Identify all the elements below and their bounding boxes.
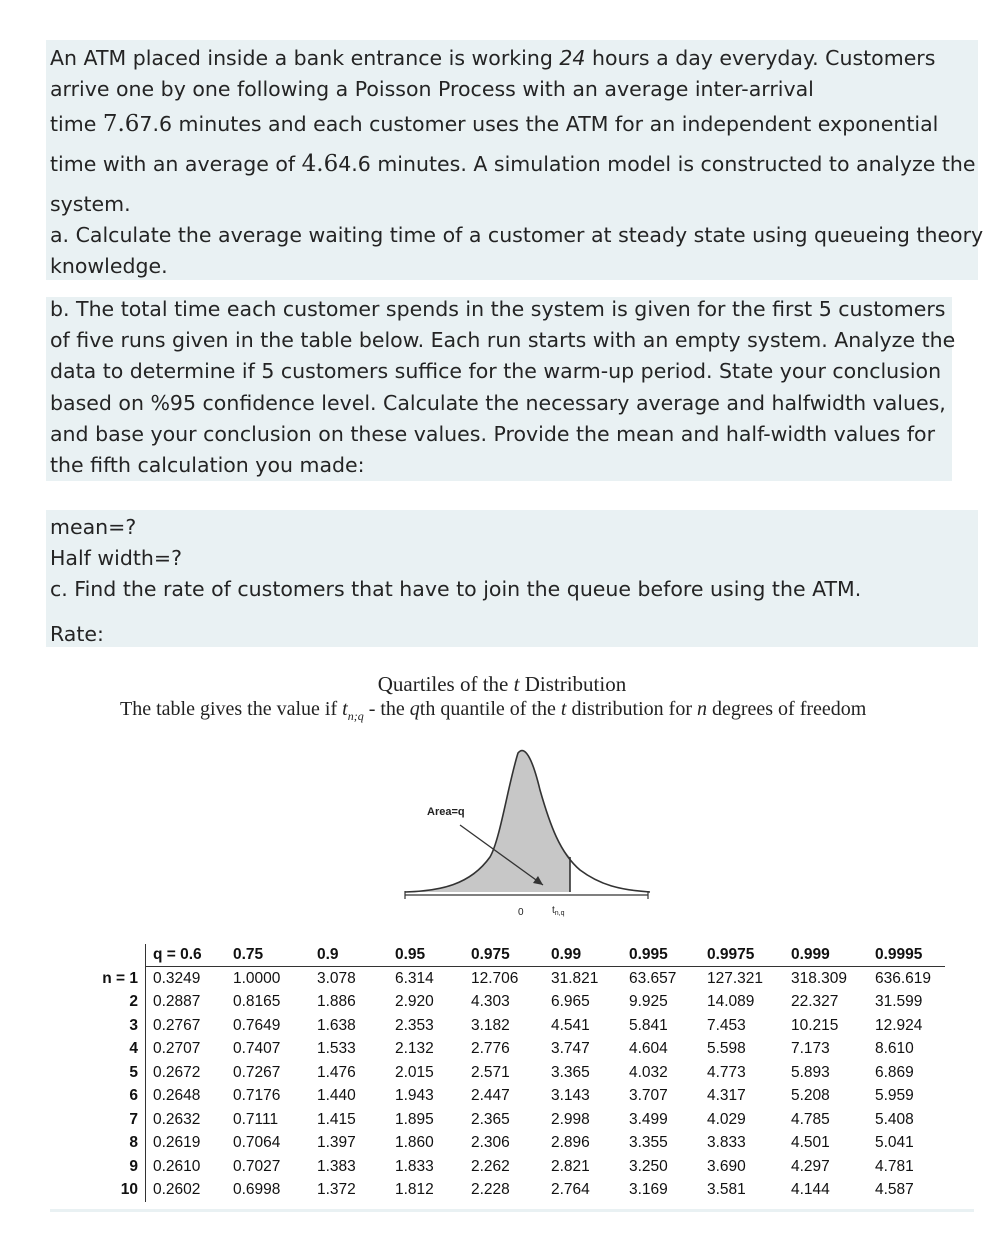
table-cell: 0.6998 xyxy=(233,1181,281,1199)
table-cell: 8.610 xyxy=(875,1040,914,1058)
table-cell: 5.208 xyxy=(791,1087,830,1105)
table-cell: 3.169 xyxy=(629,1181,668,1199)
table-cell: 5.408 xyxy=(875,1110,914,1128)
row-label: 5 xyxy=(80,1061,146,1085)
table-row xyxy=(80,1038,945,1062)
row-label: 9 xyxy=(80,1155,146,1179)
table-cell: 4.541 xyxy=(551,1016,590,1034)
table-cell: 12.924 xyxy=(875,1016,923,1034)
table-cell: 5.893 xyxy=(791,1063,830,1081)
table-cell: 1.860 xyxy=(395,1134,434,1152)
table-cell: 5.598 xyxy=(707,1040,746,1058)
table-row xyxy=(80,1014,945,1038)
part-b-line-6: the fifth calculation you made: xyxy=(50,453,365,477)
header-corner xyxy=(80,944,146,967)
table-cell: 3.690 xyxy=(707,1157,746,1175)
table-cell: 318.309 xyxy=(791,969,848,987)
table-title: Quartiles of the t Distribution xyxy=(377,672,627,696)
table-cell: 0.2619 xyxy=(153,1134,201,1152)
table-cell: 2.132 xyxy=(395,1040,434,1058)
table-row xyxy=(80,1108,945,1132)
header-cell: 0.9995 xyxy=(875,944,945,967)
table-cell: 2.353 xyxy=(395,1016,434,1034)
t-quantile-table xyxy=(80,944,945,1202)
table-cell: 3.747 xyxy=(551,1040,590,1058)
row-label: 6 xyxy=(80,1085,146,1109)
table-cell: 7.453 xyxy=(707,1016,746,1034)
table-subtitle: The table gives the value if $t_{n;q}$ - the qth quantile of the t distribution for n degrees of freedom xyxy=(120,698,867,723)
table-cell: 3.707 xyxy=(629,1087,668,1105)
table-cell: 5.959 xyxy=(875,1087,914,1105)
table-cell: 5.041 xyxy=(875,1134,914,1152)
row-label: 8 xyxy=(80,1132,146,1156)
row-label: 2 xyxy=(80,991,146,1015)
header-cell: 0.9975 xyxy=(707,944,791,967)
table-cell: 0.2632 xyxy=(153,1110,201,1128)
table-cell: 14.089 xyxy=(707,993,755,1011)
table-cell: 10.215 xyxy=(791,1016,839,1034)
header-cell: 0.975 xyxy=(471,944,551,967)
tnq-label: $t_{n,q}$ xyxy=(552,905,565,917)
header-cell: 0.99 xyxy=(551,944,629,967)
table-cell: 1.886 xyxy=(317,993,356,1011)
table-cell: 0.2602 xyxy=(153,1181,201,1199)
part-b-line-4: based on %95 confidence level. Calculate the necessary average and halfwidth values, xyxy=(50,391,946,415)
header-cell: 0.9 xyxy=(317,944,395,967)
table-cell: 0.2648 xyxy=(153,1087,201,1105)
table-cell: 1.397 xyxy=(317,1134,356,1152)
header-cell: 0.95 xyxy=(395,944,471,967)
table-cell: 4.604 xyxy=(629,1040,668,1058)
table-cell: 0.7027 xyxy=(233,1157,281,1175)
table-cell: 0.7176 xyxy=(233,1087,281,1105)
table-cell: 6.314 xyxy=(395,969,434,987)
table-cell: 1.440 xyxy=(317,1087,356,1105)
part-b-line-5: and base your conclusion on these values. Provide the mean and half-width values for xyxy=(50,422,936,446)
part-a-line-1: An ATM placed inside a bank entrance is working 24 hours a day everyday. Customers xyxy=(50,46,936,70)
table-cell: 2.447 xyxy=(471,1087,510,1105)
table-cell: 1.812 xyxy=(395,1181,434,1199)
table-row xyxy=(80,1061,945,1085)
table-cell: 2.228 xyxy=(471,1181,510,1199)
part-a-line-4: time with an average of 4.64.6 minutes. A simulation model is constructed to analyze the xyxy=(50,151,976,177)
header-cell: 0.75 xyxy=(233,944,317,967)
part-a-line-3: time 7.67.6 minutes and each customer uses the ATM for an independent exponential xyxy=(50,111,939,137)
table-cell: 12.706 xyxy=(471,969,519,987)
table-cell: 0.7267 xyxy=(233,1063,281,1081)
table-cell: 4.032 xyxy=(629,1063,668,1081)
table-cell: 2.306 xyxy=(471,1134,510,1152)
rate-prompt: Rate: xyxy=(50,622,104,646)
row-label: 3 xyxy=(80,1014,146,1038)
table-cell: 1.415 xyxy=(317,1110,356,1128)
table-cell: 2.776 xyxy=(471,1040,510,1058)
shaded-area xyxy=(405,751,570,892)
table-cell: 3.365 xyxy=(551,1063,590,1081)
table-cell: 0.2672 xyxy=(153,1063,201,1081)
table-row xyxy=(80,1155,945,1179)
table-cell: 2.365 xyxy=(471,1110,510,1128)
table-cell: 4.773 xyxy=(707,1063,746,1081)
header-cell: 0.999 xyxy=(791,944,875,967)
table-cell: 31.599 xyxy=(875,993,923,1011)
table-cell: 0.2610 xyxy=(153,1157,201,1175)
part-c-question: c. Find the rate of customers that have to join the queue before using the ATM. xyxy=(50,577,862,601)
table-header-row xyxy=(80,944,945,967)
table-cell: 2.896 xyxy=(551,1134,590,1152)
table-cell: 6.869 xyxy=(875,1063,914,1081)
table-row xyxy=(80,1132,945,1156)
table-cell: 0.2707 xyxy=(153,1040,201,1058)
table-cell: 31.821 xyxy=(551,969,599,987)
table-cell: 0.7407 xyxy=(233,1040,281,1058)
table-cell: 1.943 xyxy=(395,1087,434,1105)
t-distribution-figure xyxy=(400,745,660,925)
table-cell: 6.965 xyxy=(551,993,590,1011)
table-cell: 0.2887 xyxy=(153,993,201,1011)
table-cell: 1.638 xyxy=(317,1016,356,1034)
table-cell: 3.833 xyxy=(707,1134,746,1152)
header-cell: q = 0.6 xyxy=(146,944,234,967)
part-a-line-7: knowledge. xyxy=(50,254,168,278)
table-cell: 0.3249 xyxy=(153,969,201,987)
table-cell: 2.998 xyxy=(551,1110,590,1128)
table-row xyxy=(80,1179,945,1203)
table-cell: 1.372 xyxy=(317,1181,356,1199)
table-row xyxy=(80,1085,945,1109)
table-cell: 22.327 xyxy=(791,993,839,1011)
table-cell: 127.321 xyxy=(707,969,764,987)
part-a-line-6: a. Calculate the average waiting time of a customer at steady state using queueing theory xyxy=(50,223,984,247)
table-cell: 3.499 xyxy=(629,1110,668,1128)
table-cell: 1.895 xyxy=(395,1110,434,1128)
bottom-divider xyxy=(50,1209,974,1212)
part-b-line-2: of five runs given in the table below. Each run starts with an empty system. Analyze the xyxy=(50,328,956,352)
table-cell: 3.581 xyxy=(707,1181,746,1199)
table-cell: 4.144 xyxy=(791,1181,830,1199)
table-cell: 0.7649 xyxy=(233,1016,281,1034)
table-cell: 2.764 xyxy=(551,1181,590,1199)
row-label: 10 xyxy=(80,1179,146,1203)
table-cell: 1.0000 xyxy=(233,969,281,987)
half-width-prompt: Half width=? xyxy=(50,546,182,570)
table-cell: 1.383 xyxy=(317,1157,356,1175)
mean-prompt: mean=? xyxy=(50,515,137,539)
table-cell: 2.920 xyxy=(395,993,434,1011)
part-a-line-5: system. xyxy=(50,192,131,216)
table-cell: 4.297 xyxy=(791,1157,830,1175)
row-label: 7 xyxy=(80,1108,146,1132)
zero-label: 0 xyxy=(518,907,524,918)
table-cell: 4.781 xyxy=(875,1157,914,1175)
part-a-line-2: arrive one by one following a Poisson Process with an average inter-arrival xyxy=(50,77,814,101)
table-cell: 4.303 xyxy=(471,993,510,1011)
table-cell: 5.841 xyxy=(629,1016,668,1034)
table-cell: 9.925 xyxy=(629,993,668,1011)
part-b-line-1: b. The total time each customer spends in the system is given for the first 5 customers xyxy=(50,297,946,321)
table-row xyxy=(80,967,945,991)
table-cell: 3.143 xyxy=(551,1087,590,1105)
table-cell: 1.533 xyxy=(317,1040,356,1058)
table-cell: 3.078 xyxy=(317,969,356,987)
table-cell: 1.476 xyxy=(317,1063,356,1081)
table-cell: 4.501 xyxy=(791,1134,830,1152)
table-cell: 0.2767 xyxy=(153,1016,201,1034)
table-cell: 2.821 xyxy=(551,1157,590,1175)
table-cell: 1.833 xyxy=(395,1157,434,1175)
table-cell: 4.785 xyxy=(791,1110,830,1128)
table-cell: 3.355 xyxy=(629,1134,668,1152)
table-cell: 7.173 xyxy=(791,1040,830,1058)
area-label: Area=q xyxy=(427,806,465,818)
table-row xyxy=(80,991,945,1015)
header-cell: 0.995 xyxy=(629,944,707,967)
table-cell: 636.619 xyxy=(875,969,932,987)
table-cell: 63.657 xyxy=(629,969,677,987)
row-label: n = 1 xyxy=(80,967,146,991)
part-b-line-3: data to determine if 5 customers suffice for the warm-up period. State your conclusion xyxy=(50,359,942,383)
table-cell: 2.015 xyxy=(395,1063,434,1081)
table-cell: 0.7111 xyxy=(233,1110,279,1128)
table-cell: 4.587 xyxy=(875,1181,914,1199)
table-cell: 2.571 xyxy=(471,1063,510,1081)
table-cell: 4.029 xyxy=(707,1110,746,1128)
table-cell: 0.8165 xyxy=(233,993,281,1011)
table-cell: 3.250 xyxy=(629,1157,668,1175)
table-cell: 3.182 xyxy=(471,1016,510,1034)
row-label: 4 xyxy=(80,1038,146,1062)
table-cell: 4.317 xyxy=(707,1087,746,1105)
table-cell: 2.262 xyxy=(471,1157,510,1175)
table-cell: 0.7064 xyxy=(233,1134,281,1152)
